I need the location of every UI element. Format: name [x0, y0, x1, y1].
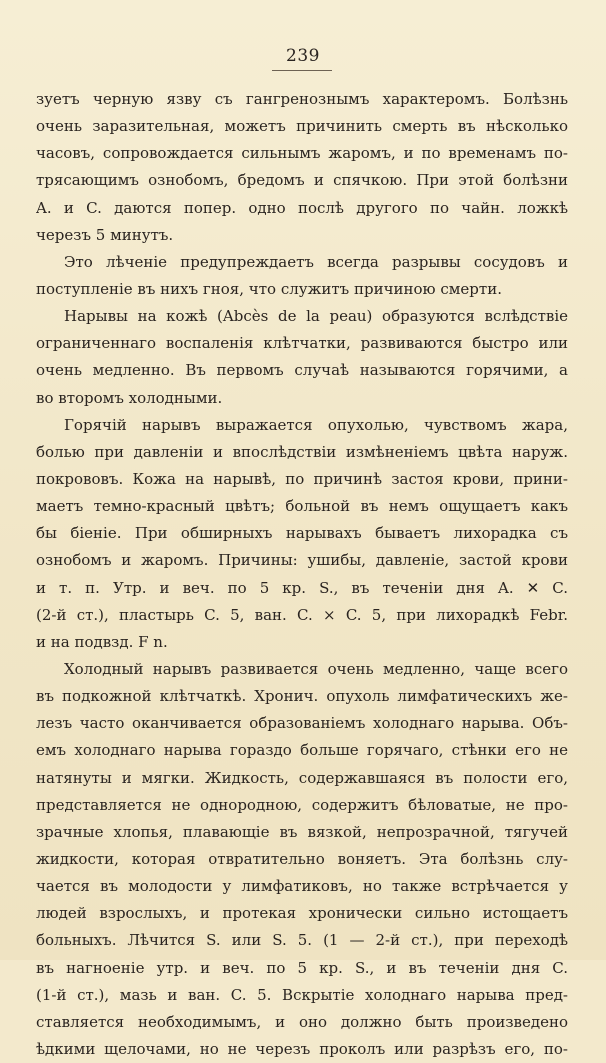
text-line: (1-й ст.), мазь и ван. C. 5. Вскрытіе холоднаго нарыва пред- [36, 985, 568, 1004]
text-line: ставляется необходимымъ, и оно должно быть произведено [36, 1012, 568, 1031]
text-line: во второмъ холодными. [36, 388, 223, 407]
text-line: людей взрослыхъ, и протекая хронически сильно истощаетъ [36, 904, 568, 923]
text-line: въ подкожной клѣтчаткѣ. Хронич. опухоль лимфатическихъ же- [36, 687, 568, 706]
text-line: очень заразительная, можетъ причинить смерть въ нѣсколько [36, 117, 568, 136]
text-line: въ нагноеніе утр. и веч. по 5 кр. S., и въ теченіи дня C. [36, 958, 568, 977]
text-line: Холодный нарывъ развивается очень медленно, чаще всего [64, 659, 568, 678]
text-line: натянуты и мягки. Жидкость, содержавшаяся въ полости его, [36, 768, 568, 787]
text-line: покрововъ. Кожа на нарывѣ, по причинѣ застоя крови, прини- [36, 469, 568, 488]
text-line: и т. п. Утр. и веч. по 5 кр. S., въ теченіи дня A. ✕ C. [36, 578, 568, 597]
body-text [36, 86, 568, 1063]
page-number: 239 [286, 46, 320, 66]
text-line: маетъ темно-красный цвѣтъ; больной въ немъ ощущаетъ какъ [36, 497, 568, 516]
text-line: зрачные хлопья, плавающіе въ вязкой, непрозрачной, тягучей [36, 822, 568, 841]
text-line: очень медленно. Въ первомъ случаѣ называются горячими, а [36, 361, 568, 380]
header-rule [272, 70, 332, 71]
text-line: ограниченнаго воспаленія клѣтчатки, развиваются быстро или [36, 334, 568, 353]
text-line: лезъ часто оканчивается образованіемъ холоднаго нарыва. Объ- [36, 714, 568, 733]
text-line: Горячій нарывъ выражается опухолью, чувствомъ жара, [64, 415, 568, 434]
text-line: представляется не однородною, содержитъ бѣловатые, не про- [36, 795, 568, 814]
text-line: чается въ молодости у лимфатиковъ, но также встрѣчается у [36, 877, 568, 896]
text-line: больныхъ. Лѣчится S. или S. 5. (1 — 2-й ст.), при переходѣ [36, 931, 568, 950]
text-line: болью при давленіи и впослѣдствіи измѣненіемъ цвѣта наруж. [36, 442, 568, 461]
text-line: поступленіе въ нихъ гноя, что служитъ причиною смерти. [36, 279, 502, 298]
text-line: (2-й ст.), пластырь C. 5, ван. C. × C. 5, при лихорадкѣ Febr. [36, 605, 568, 624]
text-line: зуетъ черную язву съ гангренознымъ характеромъ. Болѣзнь [36, 90, 568, 108]
text-line: трясающимъ ознобомъ, бредомъ и спячкою. При этой болѣзни [36, 171, 568, 190]
text-line: часовъ, сопровождается сильнымъ жаромъ, и по временамъ по- [36, 144, 568, 163]
text-line: черезъ 5 минутъ. [36, 225, 174, 244]
text-line: емъ холоднаго нарыва гораздо больше горячаго, стѣнки его не [36, 741, 568, 760]
text-line: и на подвзд. F n. [36, 632, 168, 651]
text-line: бы біеніе. При обширныхъ нарывахъ бываетъ лихорадка съ [36, 524, 568, 543]
text-line: ознобомъ и жаромъ. Причины: ушибы, давленіе, застой крови [36, 551, 568, 570]
text-line: Это лѣченіе предупреждаетъ всегда разрывы сосудовъ и [64, 252, 568, 271]
text-line: A. и C. даются попер. одно послѣ другого по чайн. ложкѣ [36, 198, 568, 217]
text-line: жидкости, которая отвратительно воняетъ. Эта болѣзнь слу- [36, 849, 568, 868]
text-line: Нарывы на кожѣ (Abcès de la peau) образуются вслѣдствіе [64, 307, 568, 326]
text-line: ѣдкими щелочами, но не черезъ проколъ или разрѣзъ его, по- [36, 1039, 568, 1058]
